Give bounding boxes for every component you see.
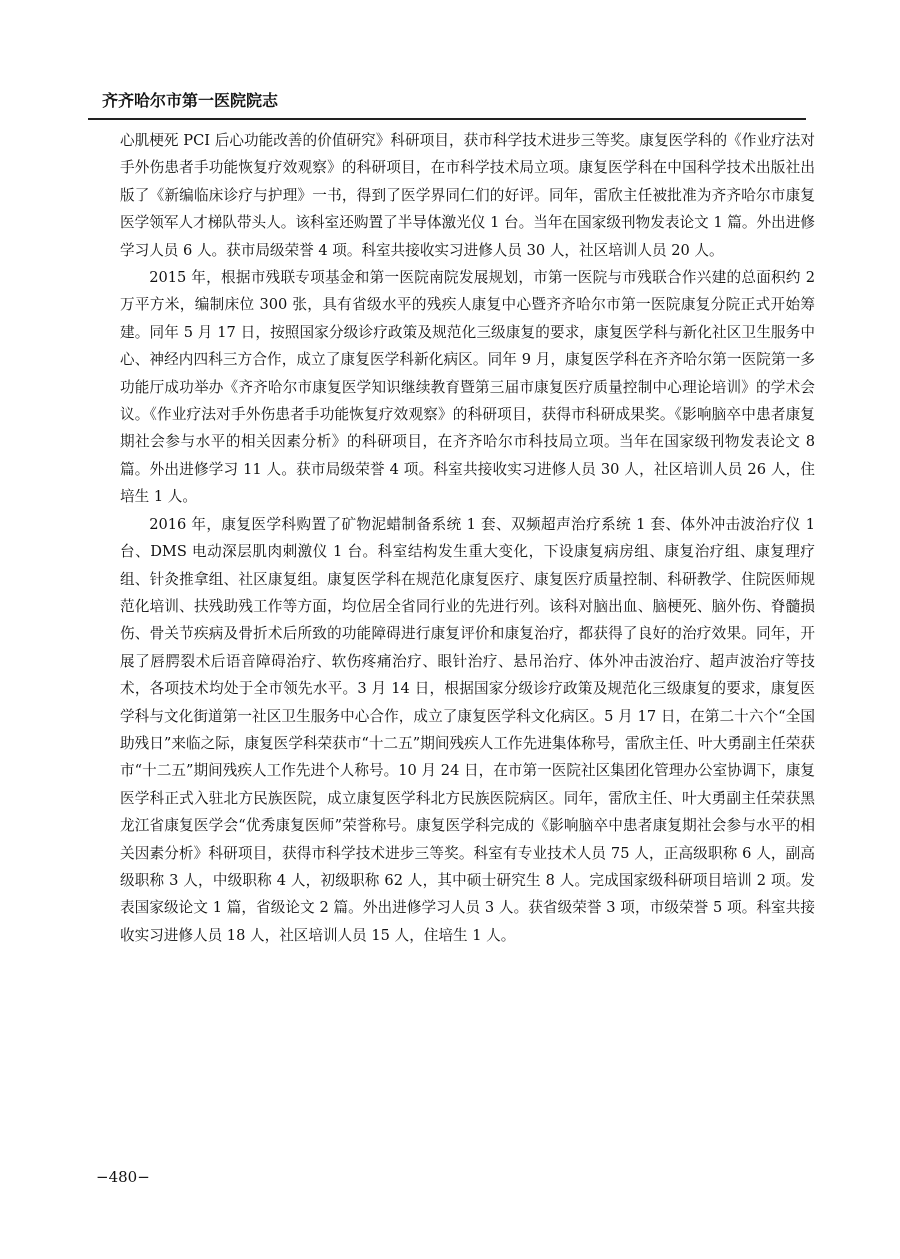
paragraph-continuation: 心肌梗死 PCI 后心功能改善的价值研究》科研项目，获市科学技术进步三等奖。康复医学科的《作业疗法对手外伤患者手功能恢复疗效观察》的科研项目，在市科学技术局立项。康复医学科在中国科学技术出版社出版了《新编临床诊疗与护理》一书，得到了医学界同仁们的好评。同年，雷欣主任被批准为齐齐哈尔市康复医学领军人才梯队带头人。该科室还购置了半导体激光仪 1 台。当年在国家级刊物发表论文 1 篇。外出进修学习人员 6 人。获市局级荣誉 4 项。科室共接收实习进修人员 30 人，社区培训人员 20 人。 [120,132,815,259]
header-title: 齐齐哈尔市第一医院院志 [102,91,279,110]
header-divider [88,118,806,120]
page-number: −480− [96,1168,150,1186]
running-header [102,89,802,113]
paragraph-2015: 2015 年，根据市残联专项基金和第一医院南院发展规划，市第一医院与市残联合作兴建的总面积约 2 万平方米，编制床位 300 张，具有省级水平的残疾人康复中心暨齐齐哈尔市第一医院康复分院正式开始筹建。同年 5 月 17 日，按照国家分级诊疗政策及规范化三级康复的要求，康复医学科与新化社区卫生服务中心、神经内四科三方合作，成立了康复医学科新化病区。同年 9 月，康复医学科在齐齐哈尔第一医院第一多功能厅成功举办《齐齐哈尔市康复医学知识继续教育暨第三届市康复医疗质量控制中心理论培训》的学术会议。《作业疗法对手外伤患者手功能恢复疗效观察》的科研项目，获得市科研成果奖。《影响脑卒中患者康复期社会参与水平的相关因素分析》的科研项目，在齐齐哈尔市科技局立项。当年在国家级刊物发表论文 8 篇。外出进修学习 11 人。获市局级荣誉 4 项。科室共接收实习进修人员 30 人，社区培训人员 26 人，住培生 1 人。 [120,269,815,506]
paragraph-2016: 2016 年，康复医学科购置了矿物泥蜡制备系统 1 套、双频超声治疗系统 1 套、体外冲击波治疗仪 1 台、DMS 电动深层肌肉刺激仪 1 台。科室结构发生重大变化，下设康复病房组、康复治疗组、康复理疗组、针灸推拿组、社区康复组。康复医学科在规范化康复医疗、康复医疗质量控制、科研教学、住院医师规范化培训、扶残助残工作等方面，均位居全省同行业的先进行列。该科对脑出血、脑梗死、脑外伤、脊髓损伤、骨关节疾病及骨折术后所致的功能障碍进行康复评价和康复治疗，都获得了良好的治疗效果。同年，开展了唇腭裂术后语音障碍治疗、软伤疼痛治疗、眼针治疗、悬吊治疗、体外冲击波治疗、超声波治疗等技术，各项技术均处于全市领先水平。3 月 14 日，根据国家分级诊疗政策及规范化三级康复的要求，康复医学科与文化街道第一社区卫生服务中心合作，成立了康复医学科文化病区。5 月 17 日，在第二十六个“全国助残日”来临之际，康复医学科荣获市“十二五”期间残疾人工作先进集体称号，雷欣主任、叶大勇副主任荣获市“十二五”期间残疾人工作先进个人称号。10 月 24 日，在市第一医院社区集团化管理办公室协调下，康复医学科正式入驻北方民族医院，成立康复医学科北方民族医院病区。同年，雷欣主任、叶大勇副主任荣获黑龙江省康复医学会“优秀康复医师”荣誉称号。康复医学科完成的《影响脑卒中患者康复期社会参与水平的相关因素分析》科研项目，获得市科学技术进步三等奖。科室有专业技术人员 75 人，正高级职称 6 人，副高级职称 3 人，中级职称 4 人，初级职称 62 人，其中硕士研究生 8 人。完成国家级科研项目培训 2 项。发表国家级论文 1 篇，省级论文 2 篇。外出进修学习人员 3 人。获省级荣誉 3 项，市级荣誉 5 项。科室共接收实习进修人员 18 人，社区培训人员 15 人，住培生 1 人。 [120,515,815,944]
body-text [120,127,815,949]
